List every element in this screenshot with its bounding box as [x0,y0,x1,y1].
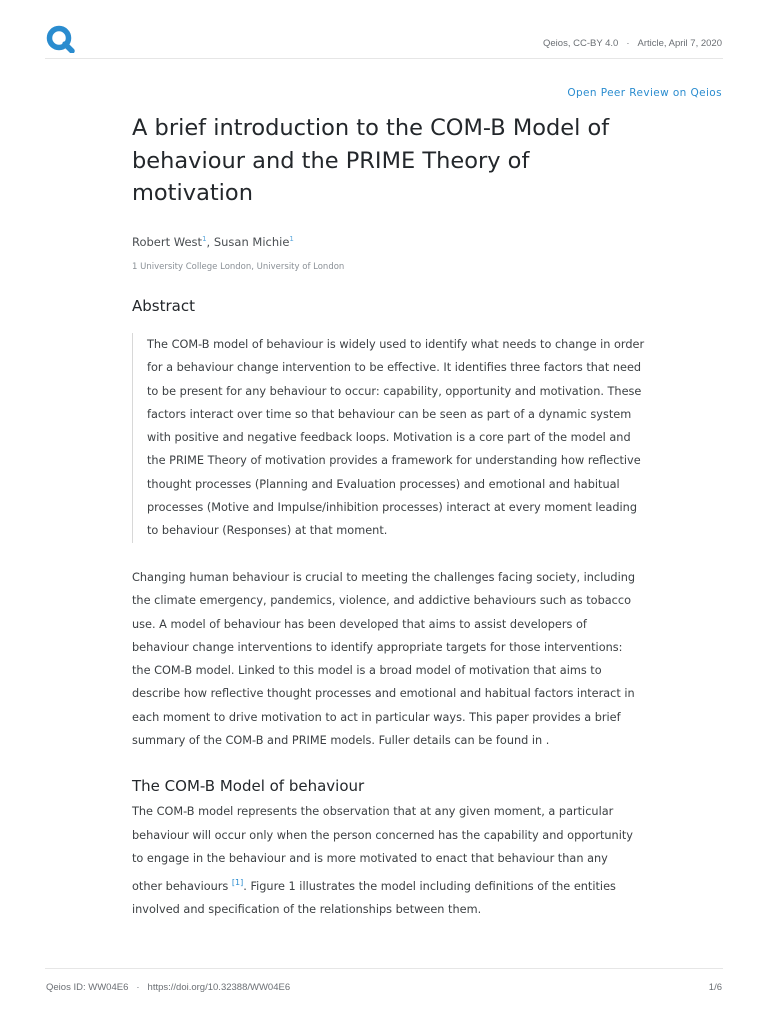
qeios-id: Qeios ID: WW04E6 [46,982,129,993]
author-list [132,235,294,249]
section-paragraph [132,800,637,921]
page-number: 1/6 [708,982,722,993]
article-meta [543,38,722,49]
abstract-heading: Abstract [132,297,195,315]
publisher-license: Qeios, CC-BY 4.0 [543,38,619,49]
qeios-logo-icon[interactable] [45,25,77,53]
article-date: Article, April 7, 2020 [637,38,722,49]
author-name[interactable]: Susan Michie [213,235,290,249]
affiliation-mark: 1 [202,235,207,244]
affiliation-mark: 1 [289,235,294,244]
header-divider [45,58,723,59]
open-peer-review-link[interactable]: Open Peer Review on Qeios [567,87,722,99]
footer-divider [45,968,723,969]
affiliation: 1 University College London, University of London [132,262,345,272]
section-heading: The COM-B Model of behaviour [132,777,365,795]
abstract-block [132,333,649,543]
section-text: The COM-B model represents the observation that at any given moment, a particular behaviour will occur only when the person concerned has the capability and opportunity to engage in the behaviour and is more motivated to enact that behaviour than any other behaviours [132,805,633,893]
footer-meta [46,982,290,993]
author-separator: , [206,235,214,249]
citation-link[interactable]: [1] [231,877,244,887]
footer-separator: · [136,982,140,993]
intro-paragraph: Changing human behaviour is crucial to meeting the challenges facing society, including the climate emergency, pandemics, violence, and addictive behaviours such as tobacco use. A model of behaviour has been developed that aims to assist developers of behaviour change interventions to identify appropriate targets for those interventions: the COM-B model. Linked to this model is a broad model of motivation that aims to describe how reflective thought processes and emotional and habitual factors interact in each moment to drive motivation to act in particular ways. This paper provides a brief summary of the COM-B and PRIME models. Fuller details can be found in . [132,571,636,748]
meta-separator: · [626,38,630,49]
doi-link[interactable]: https://doi.org/10.32388/WW04E6 [147,982,291,993]
author-name[interactable]: Robert West [132,235,203,249]
section-text: . Figure 1 illustrates the model including definitions of the entities involved and specification of the relationships between them. [132,879,616,916]
article-title: A brief introduction to the COM-B Model of behaviour and the PRIME Theory of motivation [132,115,610,206]
abstract-text: The COM-B model of behaviour is widely used to identify what needs to change in order for a behaviour change intervention to be effective. It identifies three factors that need to be present for any behaviour to occur: capability, opportunity and motivation. These factors interact over time so that behaviour can be seen as part of a dynamic system with positive and negative feedback loops. Motivation is a core part of the model and the PRIME Theory of motivation provides a framework for understanding how reflective thought processes (Planning and Evaluation processes) and emotional and habitual processes (Motive and Impulse/inhibition processes) interact at every moment leading to behaviour (Responses) at that moment. [147,338,645,538]
